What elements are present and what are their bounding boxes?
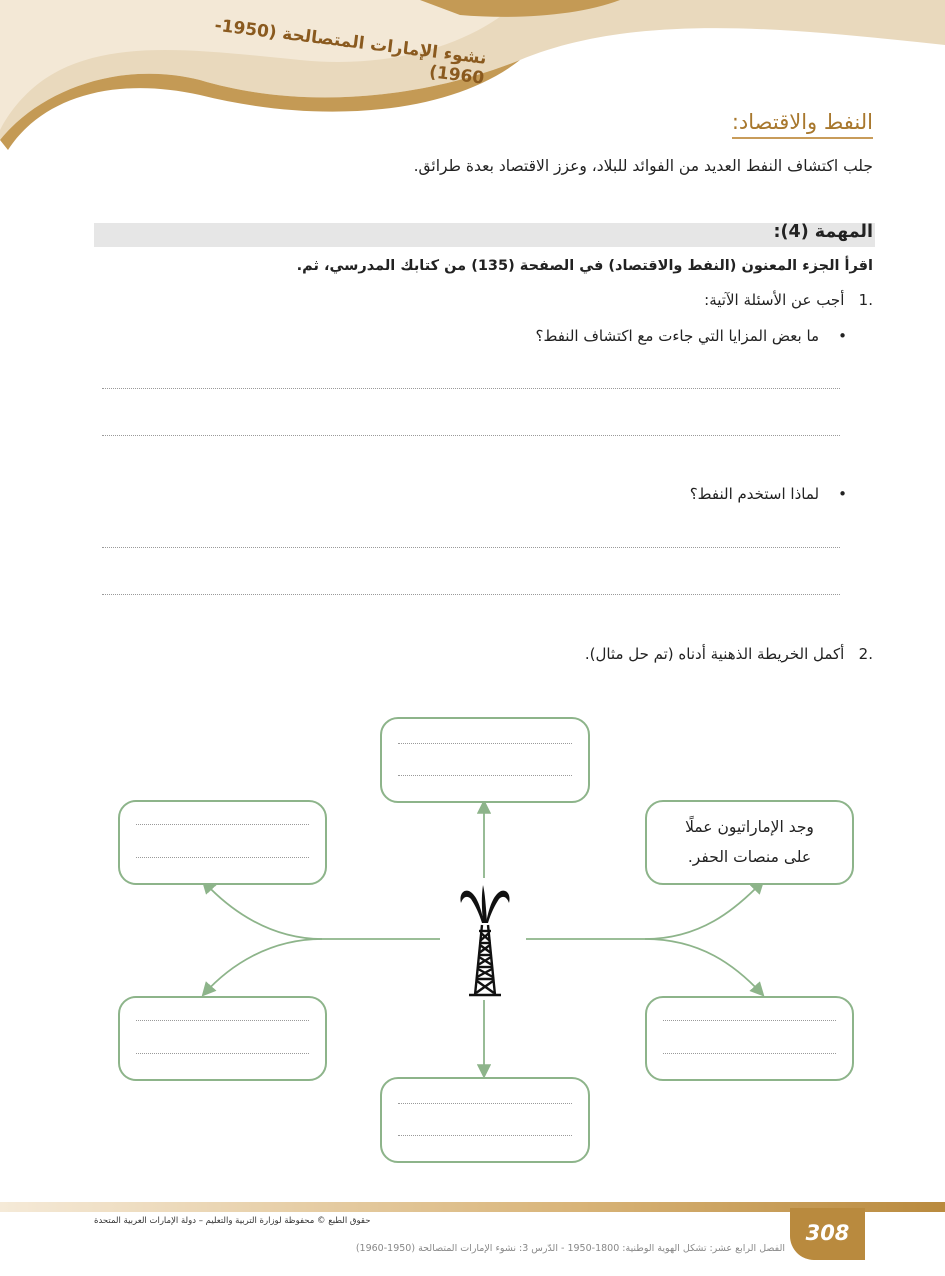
oil-derrick-icon	[455, 883, 515, 998]
question-2	[585, 645, 873, 663]
mind-map-box-upper-left[interactable]	[118, 800, 327, 885]
mind-map-example-text: وجد الإماراتيون عملًا على منصات الحفر.	[685, 818, 814, 866]
task-instruction: اقرأ الجزء المعنون (النفط والاقتصاد) في الصفحة (135) من كتابك المدرسي، ثم.	[296, 258, 873, 274]
answer-line[interactable]	[102, 547, 840, 548]
bullet-item	[536, 327, 848, 345]
page-number: 308	[790, 1208, 865, 1260]
question-2-text: أكمل الخريطة الذهنية أدناه (تم حل مثال).	[584, 645, 845, 663]
banner-title: نشوء الإمارات المتصالحة (1950-1960)	[213, 15, 488, 89]
answer-line[interactable]	[102, 388, 840, 389]
chapter-footer: الفصل الرابع عشر: تشكل الهوية الوطنية: 1800-1950 - الدّرس 3: نشوء الإمارات المتصالحة (1950-1960)	[355, 1243, 785, 1254]
mind-map-box-top[interactable]	[380, 717, 590, 803]
question-2-number: .2	[858, 645, 873, 663]
mind-map-box-lower-right[interactable]	[645, 996, 854, 1081]
bullet-text: لماذا استخدم النفط؟	[689, 485, 820, 503]
section-title: النفط والاقتصاد:	[732, 110, 873, 139]
bullet-text: ما بعض المزايا التي جاءت مع اكتشاف النفط؟	[535, 327, 820, 345]
answer-line[interactable]	[102, 594, 840, 595]
bullet-dot: •	[838, 485, 847, 503]
question-1-number: .1	[858, 291, 873, 309]
question-1-text: أجب عن الأسئلة الآتية:	[704, 291, 845, 309]
mind-map-box-upper-right	[645, 800, 854, 885]
copyright-notice: حقوق الطبع © محفوظة لوزارة التربية والتعليم – دولة الإمارات العربية المتحدة	[94, 1216, 371, 1226]
task-header-bar	[94, 223, 875, 247]
question-1	[704, 291, 873, 309]
mind-map-box-lower-left[interactable]	[118, 996, 327, 1081]
mind-map-box-bottom[interactable]	[380, 1077, 590, 1163]
intro-paragraph: جلب اكتشاف النفط العديد من الفوائد للبلاد، وعزز الاقتصاد بعدة طرائق.	[413, 157, 873, 175]
answer-line[interactable]	[102, 435, 840, 436]
bullet-item	[690, 485, 847, 503]
task-title: المهمة (4):	[773, 222, 873, 242]
bullet-dot: •	[838, 327, 847, 345]
